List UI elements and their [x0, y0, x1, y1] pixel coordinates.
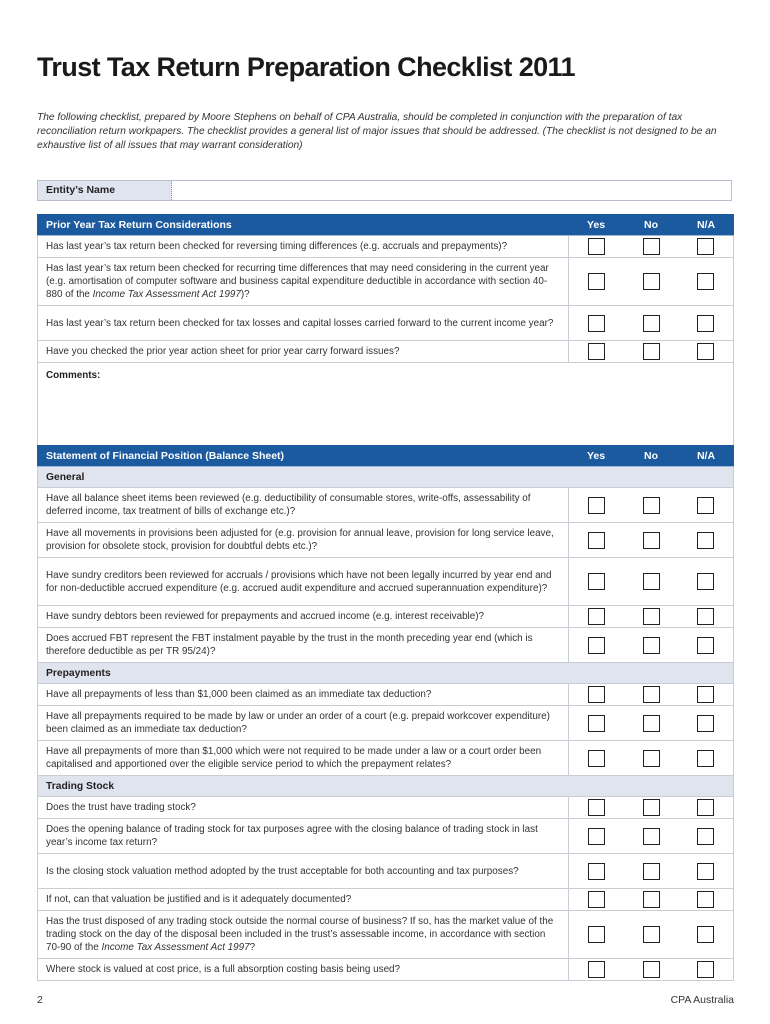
checklist-row — [38, 488, 734, 523]
col-yes: Yes — [569, 446, 624, 467]
question-text: Does accrued FBT represent the FBT instalment payable by the trust in the month preceding year end (which is therefore deductible as per TR 95/24)? — [38, 628, 569, 663]
subsection-label: Trading Stock — [38, 776, 734, 797]
checklist-row — [38, 889, 734, 911]
no-checkbox[interactable] — [643, 750, 660, 767]
subsection-label: Prepayments — [38, 663, 734, 684]
yes-checkbox[interactable] — [588, 799, 605, 816]
yes-checkbox[interactable] — [588, 715, 605, 732]
subsection-label: General — [38, 467, 734, 488]
comments-field[interactable]: Comments: — [38, 363, 734, 450]
no-checkbox[interactable] — [643, 315, 660, 332]
comments-row — [38, 363, 734, 450]
subsection-general — [38, 467, 734, 488]
yes-checkbox[interactable] — [588, 891, 605, 908]
checklist-row — [38, 854, 734, 889]
checklist-row — [38, 911, 734, 959]
entity-name-field[interactable] — [172, 181, 731, 200]
page-title: Trust Tax Return Preparation Checklist 2011 — [37, 52, 575, 82]
na-checkbox[interactable] — [697, 799, 714, 816]
na-checkbox[interactable] — [697, 497, 714, 514]
question-text: Is the closing stock valuation method adopted by the trust acceptable for both accounting and tax purposes? — [38, 854, 569, 889]
prior-year-header — [38, 215, 734, 236]
publisher-name: CPA Australia — [670, 994, 734, 1006]
subsection-trading-stock — [38, 776, 734, 797]
prior-year-table — [37, 214, 734, 450]
yes-checkbox[interactable] — [588, 608, 605, 625]
na-checkbox[interactable] — [697, 315, 714, 332]
question-text: Have sundry creditors been reviewed for accruals / provisions which have not been legally incurred by year end and for non-deductible accrued expenditure (e.g. accrued audit expenditure and accrued superannuation expenditure)? — [38, 558, 569, 606]
page-number: 2 — [37, 994, 43, 1006]
no-checkbox[interactable] — [643, 343, 660, 360]
no-checkbox[interactable] — [643, 715, 660, 732]
question-text: Does the opening balance of trading stock for tax purposes agree with the closing balance of trading stock in last year’s income tax return? — [38, 819, 569, 854]
yes-checkbox[interactable] — [588, 532, 605, 549]
yes-checkbox[interactable] — [588, 828, 605, 845]
question-text: Have all movements in provisions been adjusted for (e.g. provision for annual leave, provision for long service leave, provision for obsolete stock, provision for doubtful debts etc.)? — [38, 523, 569, 558]
question-text: Have sundry debtors been reviewed for prepayments and accrued income (e.g. interest receivable)? — [38, 606, 569, 628]
question-text: Has last year’s tax return been checked for tax losses and capital losses carried forward to the current income year? — [38, 306, 569, 341]
question-text: Does the trust have trading stock? — [38, 797, 569, 819]
question-text: Where stock is valued at cost price, is a full absorption costing basis being used? — [38, 959, 569, 981]
yes-checkbox[interactable] — [588, 961, 605, 978]
question-text: If not, can that valuation be justified and is it adequately documented? — [38, 889, 569, 911]
na-checkbox[interactable] — [697, 750, 714, 767]
na-checkbox[interactable] — [697, 891, 714, 908]
no-checkbox[interactable] — [643, 799, 660, 816]
no-checkbox[interactable] — [643, 961, 660, 978]
checklist-row — [38, 706, 734, 741]
no-checkbox[interactable] — [643, 238, 660, 255]
yes-checkbox[interactable] — [588, 273, 605, 290]
no-checkbox[interactable] — [643, 926, 660, 943]
yes-checkbox[interactable] — [588, 863, 605, 880]
balance-sheet-heading: Statement of Financial Position (Balance Sheet) — [38, 446, 569, 467]
question-text: Have all balance sheet items been reviewed (e.g. deductibility of consumable stores, write-offs, assessability of deferred income, tax treatment of bills of exchange etc.)? — [38, 488, 569, 523]
yes-checkbox[interactable] — [588, 926, 605, 943]
yes-checkbox[interactable] — [588, 497, 605, 514]
no-checkbox[interactable] — [643, 637, 660, 654]
col-na: N/A — [679, 215, 734, 236]
yes-checkbox[interactable] — [588, 315, 605, 332]
question-text: Have you checked the prior year action sheet for prior year carry forward issues? — [38, 341, 569, 363]
question-text: Have all prepayments of less than $1,000 been claimed as an immediate tax deduction? — [38, 684, 569, 706]
na-checkbox[interactable] — [697, 961, 714, 978]
yes-checkbox[interactable] — [588, 686, 605, 703]
checklist-row — [38, 741, 734, 776]
checklist-row — [38, 797, 734, 819]
checklist-row — [38, 819, 734, 854]
col-no: No — [624, 215, 679, 236]
checklist-row — [38, 306, 734, 341]
col-na: N/A — [679, 446, 734, 467]
no-checkbox[interactable] — [643, 608, 660, 625]
na-checkbox[interactable] — [697, 343, 714, 360]
question-text: Has last year’s tax return been checked for reversing timing differences (e.g. accruals and prepayments)? — [38, 236, 569, 258]
no-checkbox[interactable] — [643, 273, 660, 290]
question-text: Have all prepayments of more than $1,000 which were not required to be made under a law or a court order been capitalised and apportioned over the eligible service period to which the prepayment relates? — [38, 741, 569, 776]
entity-name-row — [37, 180, 732, 201]
yes-checkbox[interactable] — [588, 637, 605, 654]
checklist-row — [38, 684, 734, 706]
no-checkbox[interactable] — [643, 497, 660, 514]
na-checkbox[interactable] — [697, 238, 714, 255]
prior-year-heading: Prior Year Tax Return Considerations — [38, 215, 569, 236]
na-checkbox[interactable] — [697, 637, 714, 654]
no-checkbox[interactable] — [643, 891, 660, 908]
checklist-row — [38, 341, 734, 363]
na-checkbox[interactable] — [697, 686, 714, 703]
yes-checkbox[interactable] — [588, 750, 605, 767]
no-checkbox[interactable] — [643, 686, 660, 703]
yes-checkbox[interactable] — [588, 238, 605, 255]
question-text: Have all prepayments required to be made by law or under an order of a court (e.g. prepaid workcover expenditure) been claimed as an immediate tax deduction? — [38, 706, 569, 741]
checklist-row — [38, 258, 734, 306]
na-checkbox[interactable] — [697, 926, 714, 943]
checklist-row — [38, 236, 734, 258]
balance-sheet-header — [38, 446, 734, 467]
checklist-row — [38, 523, 734, 558]
act-name: Income Tax Assessment Act 1997 — [101, 942, 250, 953]
entity-name-label: Entity’s Name — [38, 181, 172, 200]
act-name: Income Tax Assessment Act 1997 — [92, 289, 241, 300]
subsection-prepayments — [38, 663, 734, 684]
col-yes: Yes — [569, 215, 624, 236]
checklist-row — [38, 558, 734, 606]
na-checkbox[interactable] — [697, 608, 714, 625]
yes-checkbox[interactable] — [588, 573, 605, 590]
na-checkbox[interactable] — [697, 828, 714, 845]
no-checkbox[interactable] — [643, 532, 660, 549]
no-checkbox[interactable] — [643, 828, 660, 845]
checklist-row — [38, 606, 734, 628]
na-checkbox[interactable] — [697, 863, 714, 880]
question-text: Has last year’s tax return been checked for recurring time differences that may need considering in the current year (e.g. amortisation of computer software and business capital expenditure deductible in accordance with section 40-880 of the Income Tax Assessment Act 1997)? — [38, 258, 569, 306]
na-checkbox[interactable] — [697, 715, 714, 732]
na-checkbox[interactable] — [697, 273, 714, 290]
checklist-row — [38, 959, 734, 981]
yes-checkbox[interactable] — [588, 343, 605, 360]
balance-sheet-table — [37, 445, 734, 981]
intro-paragraph: The following checklist, prepared by Moore Stephens on behalf of CPA Australia, should be completed in conjunction with the preparation of tax reconciliation return workpapers. The checklist provides a general list of major issues that should be addressed. (The checklist is not designed to be an exhaustive list of all issues that may warrant consideration) — [37, 112, 717, 151]
na-checkbox[interactable] — [697, 532, 714, 549]
na-checkbox[interactable] — [697, 573, 714, 590]
col-no: No — [624, 446, 679, 467]
question-text: Has the trust disposed of any trading stock outside the normal course of business? If so, has the market value of the trading stock on the day of the disposal been included in the trust’s assessable income, in accordance with section 70-90 of the Income Tax Assessment Act 1997? — [38, 911, 569, 959]
checklist-row — [38, 628, 734, 663]
no-checkbox[interactable] — [643, 573, 660, 590]
no-checkbox[interactable] — [643, 863, 660, 880]
